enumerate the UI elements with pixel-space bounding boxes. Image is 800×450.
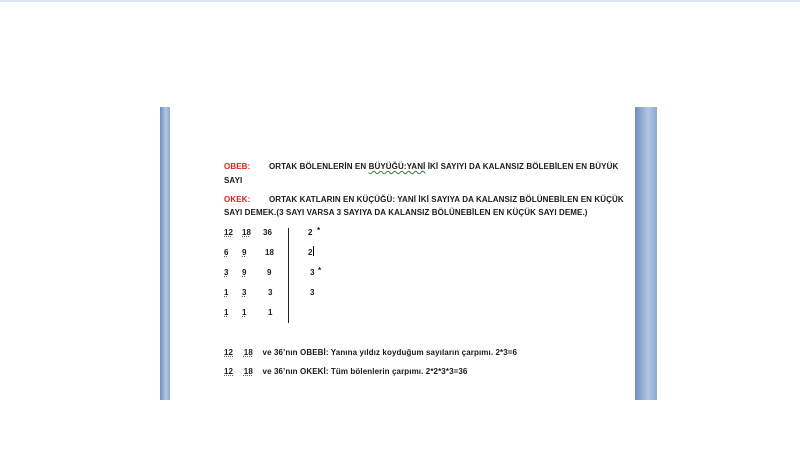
table-row-2-col-b: 9 xyxy=(242,248,247,257)
table-row-4-col-a: 1 xyxy=(224,288,229,297)
obeb-definition-line2: SAYI xyxy=(224,176,243,185)
obeb-definition-line xyxy=(224,162,618,171)
table-row-3-col-c: 9 xyxy=(267,268,272,277)
table-row-1-star: * xyxy=(317,226,321,235)
okek-result-text: ve 36’nın OKEKİ: Tüm bölenlerin çarpımı. 2*2*3*3=36 xyxy=(262,367,468,376)
obeb-result-line xyxy=(224,348,517,357)
table-row-2-divisor: 2 xyxy=(308,248,313,257)
okek-text-line1: ORTAK KATLARIN EN KÜÇÜĞÜ: YANİ İKİ SAYIYA DA KALANSIZ BÖLÜNEBİLEN EN KÜÇÜK xyxy=(268,195,624,204)
table-row-5-col-a: 1 xyxy=(224,308,229,317)
table-row-5-col-b: 1 xyxy=(242,308,247,317)
text-cursor xyxy=(313,246,314,256)
okek-result-line xyxy=(224,367,467,376)
table-row-4-col-c: 3 xyxy=(268,288,273,297)
obeb-result-num-b: 18 xyxy=(243,348,253,357)
table-row-3-star: * xyxy=(318,266,322,275)
division-divider-line xyxy=(288,228,289,323)
table-row-3-col-b: 9 xyxy=(242,268,247,277)
table-row-2-col-a: 6 xyxy=(224,248,229,257)
table-row-3-divisor: 3 xyxy=(310,268,315,277)
obeb-result-num-a: 12 xyxy=(224,348,234,357)
table-row-1-col-b: 18 xyxy=(242,228,251,237)
right-page-margin-bar xyxy=(635,107,657,400)
table-row-4-divisor: 3 xyxy=(310,288,315,297)
obeb-text-part1: ORTAK BÖLENLERİN EN xyxy=(268,162,367,171)
okek-definition-line xyxy=(224,195,624,204)
table-row-1-divisor: 2 xyxy=(308,228,313,237)
table-row-1-col-a: 12 xyxy=(224,228,233,237)
obeb-label: OBEB: xyxy=(224,162,251,171)
table-row-4-col-b: 3 xyxy=(242,288,247,297)
left-page-margin-bar xyxy=(160,107,170,400)
okek-result-num-b: 18 xyxy=(243,367,253,376)
table-row-5-col-c: 1 xyxy=(268,308,273,317)
okek-result-num-a: 12 xyxy=(224,367,234,376)
obeb-result-text: ve 36’nın OBEBİ: Yanına yıldız koyduğum sayıların çarpımı. 2*3=6 xyxy=(262,348,518,357)
okek-label: OKEK: xyxy=(224,195,251,204)
okek-definition-line2: SAYI DEMEK.(3 SAYI VARSA 3 SAYIYA DA KALANSIZ BÖLÜNEBİLEN EN KÜÇÜK SAYI DEME.) xyxy=(224,208,588,217)
obeb-text-part2: BÜYÜĞÜ:YANİ xyxy=(368,162,426,171)
window-top-edge xyxy=(0,0,800,2)
table-row-2-col-c: 18 xyxy=(265,248,274,257)
table-row-1-col-c: 36 xyxy=(263,228,272,237)
table-row-3-col-a: 3 xyxy=(224,268,229,277)
obeb-text-part3: İKİ SAYIYI DA KALANSIZ BÖLEBİLEN EN BÜYÜK xyxy=(427,162,619,171)
